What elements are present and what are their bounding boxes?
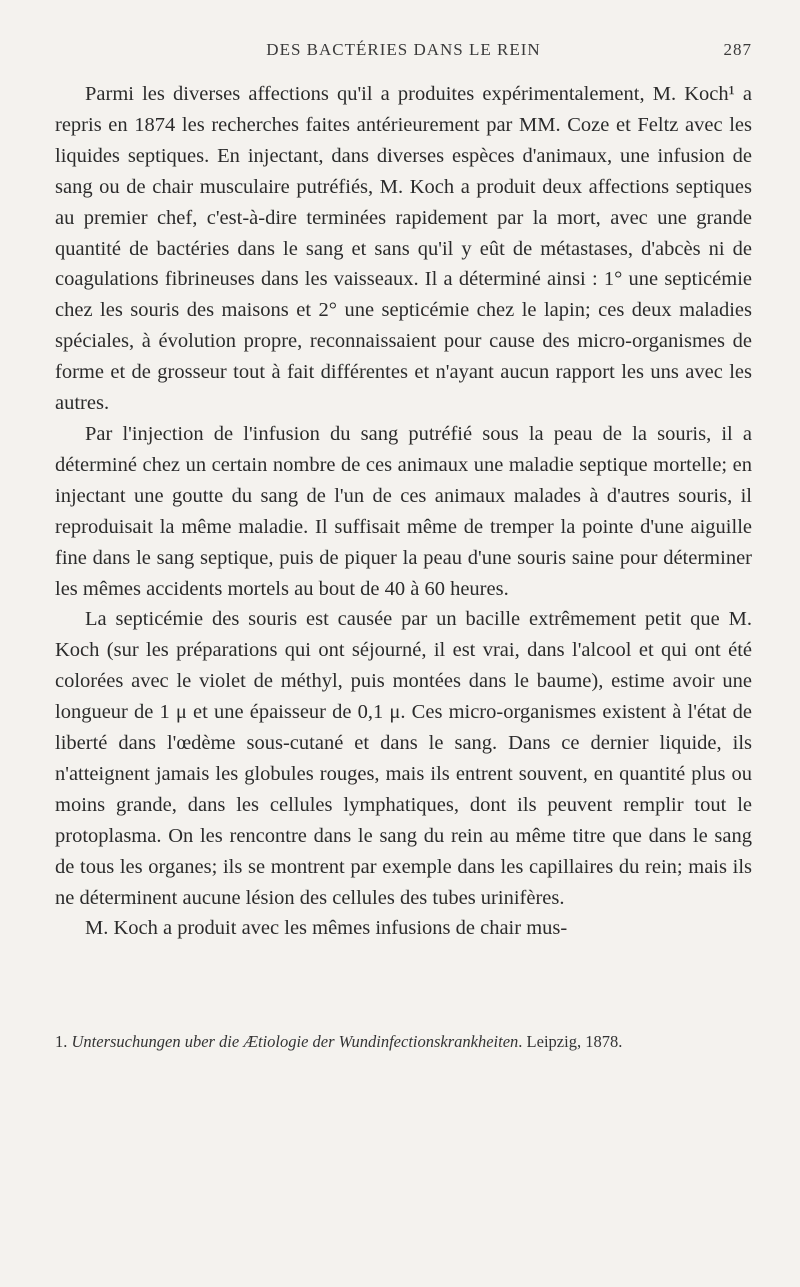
footnote-rest: . Leipzig, 1878. — [518, 1032, 623, 1051]
paragraph: M. Koch a produit avec les mêmes infusions de chair mus- — [85, 917, 568, 940]
paragraph: Par l'injection de l'infusion du sang putréfié sous la peau de la souris, il a déterminé chez un certain nombre de ces animaux une maladie septique mortelle; en injectant une goutte du sang de l'un de ces animaux malades à d'autres souris, il reproduisait la même maladie. Il suffisait même de tremper la pointe d'une aiguille fine dans le sang septique, puis de piquer la peau d'une souris saine pour déterminer les mêmes accidents mortels au bout de 40 à 60 heures. — [55, 422, 752, 600]
footnote-marker: 1. — [55, 1032, 68, 1051]
paragraph: La septicémie des souris est causée par un bacille extrêmement petit que M. Koch (sur les préparations qui ont séjourné, il est vrai, dans l'alcool et qui ont été colorées avec le violet de méthyl, puis montées dans le baume), estime avoir une longueur de 1 μ et une épaisseur de 0,1 μ. Ces micro-organismes existent à l'état de liberté dans l'œdème sous-cutané et dans le sang. Dans ce dernier liquide, ils n'atteignent jamais les globules rouges, mais ils entrent souvent, en quantité plus ou moins grande, dans les cellules lymphatiques, dont ils peuvent remplir tout le protoplasma. On les rencontre dans le sang du rein au même titre que dans le sang de tous les organes; ils se montrent par exemple dans les capillaires du rein; mais ils ne déterminent aucune lésion des cellules des tubes urinifères. — [55, 608, 752, 909]
running-header — [55, 40, 752, 66]
footnote — [55, 1030, 752, 1054]
page-number: 287 — [723, 40, 752, 59]
footnote-title: Untersuchungen uber die Ætiologie der Wundinfectionskrankheiten — [71, 1032, 519, 1051]
running-title: DES BACTÉRIES DANS LE REIN — [266, 40, 541, 59]
body-text — [55, 79, 752, 944]
paragraph: Parmi les diverses affections qu'il a produites expérimentalement, M. Koch¹ a repris en 1874 les recherches faites antérieurement par MM. Coze et Feltz avec les liquides septiques. En injectant, dans diverses espèces d'animaux, une infusion de sang ou de chair musculaire putréfiés, M. Koch a produit deux affections septiques au premier chef, c'est-à-dire terminées rapidement par la mort, avec une grande quantité de bactéries dans le sang et sans qu'il y eût de métastases, d'abcès ni de coagulations fibrineuses dans les vaisseaux. Il a déterminé ainsi : 1° une septicémie chez les souris des maisons et 2° une septicémie chez le lapin; ces deux maladies spéciales, à évolution propre, reconnaissaient pour cause des micro-organismes de forme et de grosseur tout à fait différentes et n'ayant aucun rapport les uns avec les autres. — [55, 83, 752, 415]
